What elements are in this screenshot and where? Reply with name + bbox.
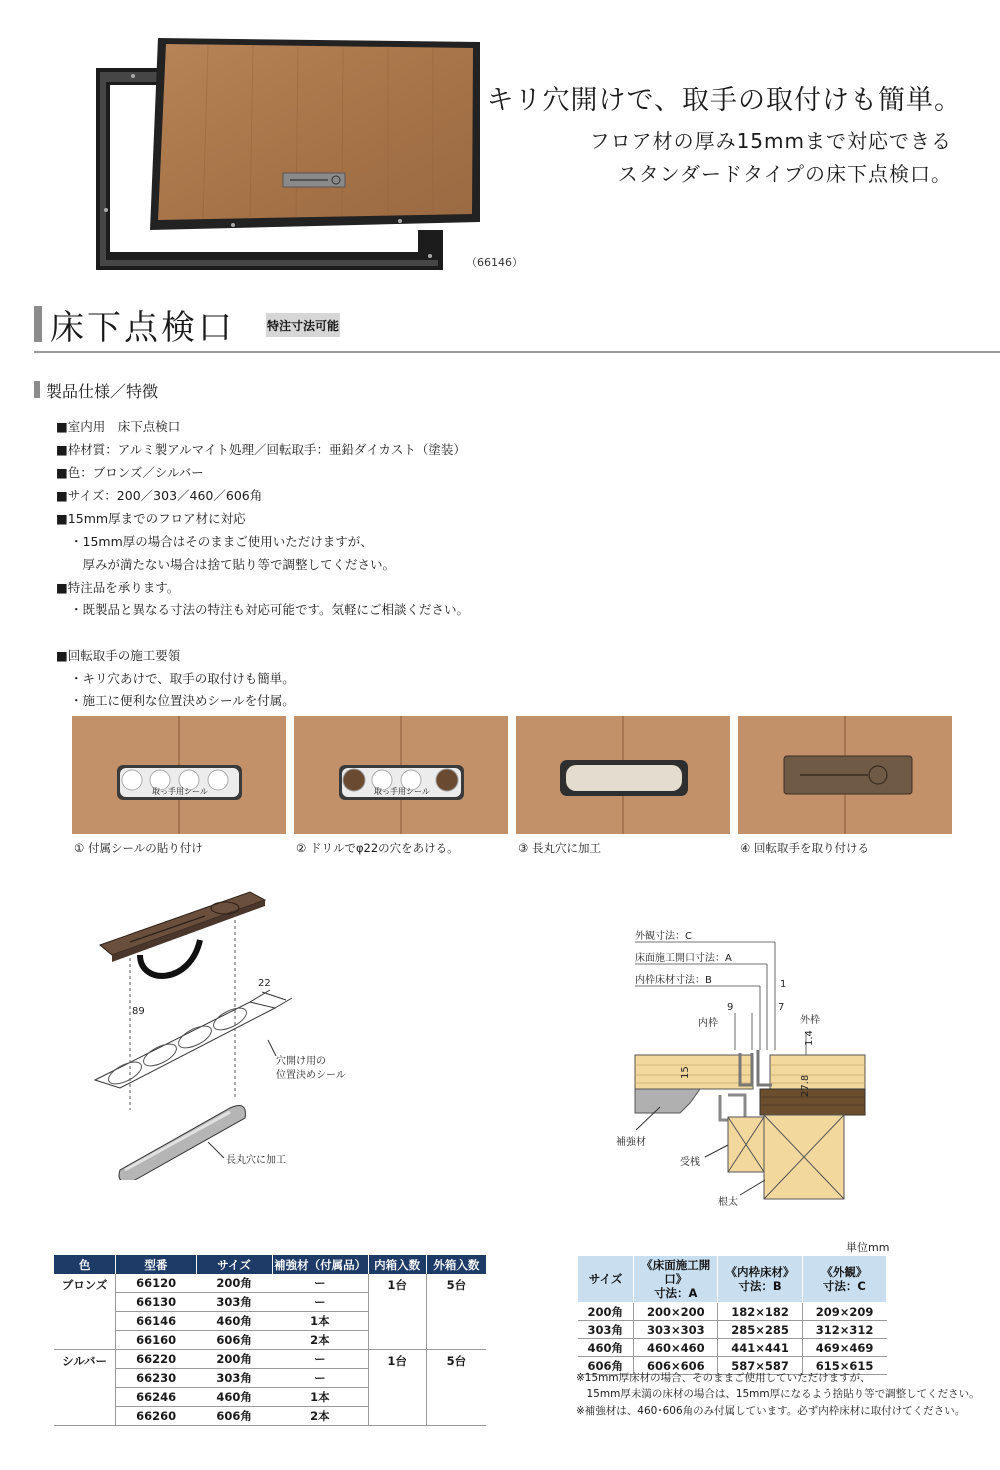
section-title: 製品仕様／特徴 — [46, 382, 159, 401]
col-header: 《外観》 寸法：C — [802, 1256, 886, 1303]
col-header: サイズ — [578, 1256, 634, 1303]
custom-size-badge: 特注寸法可能 — [266, 313, 340, 337]
step-2-caption: ② ドリルでφ22の穴をあける。 — [296, 841, 459, 855]
label-a: 床面施工開口寸法：A — [635, 953, 732, 964]
title-accent-bar — [34, 306, 42, 342]
size-cell: 200角 — [196, 1274, 272, 1293]
step-3-photo — [516, 716, 730, 834]
color-cell: ブロンズ — [54, 1274, 116, 1350]
col-header: 《内枠床材》 寸法：B — [718, 1256, 802, 1303]
dim-a-cell: 606×606 — [634, 1357, 718, 1375]
section-diagram — [600, 925, 890, 1215]
size-cell: 606角 — [578, 1357, 634, 1375]
label-inner-frame: 内枠 — [698, 1018, 718, 1029]
page-title: 床下点検口 — [50, 308, 235, 348]
reinforce-cell: 1本 — [272, 1312, 368, 1331]
spec-line: ■色：ブロンズ／シルバー — [56, 465, 204, 480]
col-header: サイズ — [196, 1255, 272, 1274]
outer-box-cell: 5台 — [426, 1274, 486, 1350]
model-cell: 66130 — [116, 1293, 196, 1312]
size-cell: 606角 — [196, 1331, 272, 1350]
dim-278: 27.8 — [800, 1074, 811, 1097]
outer-box-cell: 5台 — [426, 1350, 486, 1426]
dim-c-cell: 615×615 — [802, 1357, 886, 1375]
size-cell: 606角 — [196, 1407, 272, 1426]
col-header: 外箱入数 — [426, 1255, 486, 1274]
col-header: 型番 — [116, 1255, 196, 1274]
note-line: 15mm厚未満の床材の場合は、15mm厚になるよう捨貼り等で調整してください。 — [576, 1388, 980, 1400]
model-cell: 66220 — [116, 1350, 196, 1369]
reinforce-cell: ー — [272, 1350, 368, 1369]
dim-15: 15 — [680, 1066, 691, 1079]
model-cell: 66120 — [116, 1274, 196, 1293]
spec-line: ■枠材質：アルミ製アルマイト処理／回転取手：亜鉛ダイカスト（塗装） — [56, 442, 466, 457]
color-cell: シルバー — [54, 1350, 116, 1426]
sticker-label: 取っ手用シール — [152, 787, 208, 796]
spec-line: ・既製品と異なる寸法の特注も対応可能です。気軽にご相談ください。 — [70, 602, 470, 617]
model-cell: 66160 — [116, 1331, 196, 1350]
col-header: 色 — [54, 1255, 116, 1274]
table-row — [54, 1350, 486, 1369]
size-cell: 460角 — [196, 1388, 272, 1407]
note-line: ※15mm厚床材の場合、そのままご使用していただけますが、 — [576, 1372, 871, 1384]
label-reinforcement: 補強材 — [616, 1137, 646, 1148]
spec-line: ■サイズ：200／303／460／606角 — [56, 488, 263, 503]
table-row — [578, 1303, 887, 1321]
size-cell: 460角 — [196, 1312, 272, 1331]
label-sticker-2: 位置決めシール — [276, 1070, 346, 1081]
headline: キリ穴開けで、取手の取付けも簡単。 — [486, 85, 962, 116]
model-table — [54, 1255, 486, 1426]
size-cell: 200角 — [578, 1303, 634, 1321]
step-1-photo — [72, 716, 286, 834]
label-joist: 受桟 — [680, 1157, 700, 1168]
reinforce-cell: ー — [272, 1293, 368, 1312]
model-code: （66146） — [466, 256, 523, 269]
section-accent-bar — [34, 381, 40, 398]
subheadline-1: フロア材の厚み15mmまで対応できる — [589, 129, 952, 153]
dim-c-cell: 209×209 — [802, 1303, 886, 1321]
spec-line: ■室内用 床下点検口 — [56, 419, 181, 434]
reinforce-cell: 2本 — [272, 1407, 368, 1426]
spec-line: ■特注品を承ります。 — [56, 580, 180, 595]
dim-a-cell: 200×200 — [634, 1303, 718, 1321]
dim-length: 89 — [132, 1006, 145, 1017]
dim-c-cell: 469×469 — [802, 1339, 886, 1357]
unit-label: 単位mm — [846, 1241, 890, 1254]
col-header: 補強材（付属品） — [272, 1255, 368, 1274]
subheadline-2: スタンダードタイプの床下点検口。 — [617, 162, 952, 186]
inner-box-cell: 1台 — [368, 1274, 426, 1350]
step-2-photo — [294, 716, 508, 834]
label-c: 外観寸法：C — [635, 931, 692, 942]
spec-line: ■15mm厚までのフロア材に対応 — [56, 511, 246, 526]
dim-b-cell: 182×182 — [718, 1303, 802, 1321]
dim-b-cell: 285×285 — [718, 1321, 802, 1339]
reinforce-cell: 2本 — [272, 1331, 368, 1350]
col-header: 内箱入数 — [368, 1255, 426, 1274]
dim-a-cell: 303×303 — [634, 1321, 718, 1339]
note-line: ※補強材は、460･606角のみ付属しています。必ず内枠床材に取付けてください。 — [576, 1405, 966, 1417]
sticker-label: 取っ手用シール — [374, 787, 430, 796]
dim-7: 7 — [778, 1002, 785, 1013]
model-cell: 66146 — [116, 1312, 196, 1331]
label-slot: 長丸穴に加工 — [226, 1155, 286, 1166]
size-cell: 200角 — [196, 1350, 272, 1369]
dim-b-cell: 441×441 — [718, 1339, 802, 1357]
table-row — [578, 1321, 887, 1339]
spec-line: ・施工に便利な位置決めシールを付属。 — [70, 693, 295, 708]
spec-line: 厚みが満たない場合は捨て貼り等で調整してください。 — [70, 557, 396, 572]
step-4-caption: ④ 回転取手を取り付ける — [740, 841, 869, 855]
title-divider — [34, 351, 1000, 353]
product-photo — [88, 30, 488, 275]
label-outer-frame: 外枠 — [800, 1015, 820, 1026]
spec-line: ■回転取手の施工要領 — [56, 648, 181, 663]
reinforce-cell: ー — [272, 1369, 368, 1388]
table-row — [578, 1339, 887, 1357]
dim-a-cell: 460×460 — [634, 1339, 718, 1357]
dim-c-cell: 312×312 — [802, 1321, 886, 1339]
dim-width: 22 — [258, 978, 271, 989]
step-4-photo — [738, 716, 952, 834]
size-cell: 303角 — [578, 1321, 634, 1339]
size-cell: 303角 — [196, 1369, 272, 1388]
size-cell: 303角 — [196, 1293, 272, 1312]
size-cell: 460角 — [578, 1339, 634, 1357]
table-row — [54, 1274, 486, 1293]
step-3-caption: ③ 長丸穴に加工 — [518, 841, 601, 855]
model-cell: 66260 — [116, 1407, 196, 1426]
label-sticker-1: 穴開け用の — [276, 1056, 326, 1067]
spec-line: ・15mm厚の場合はそのままご使用いただけますが、 — [70, 534, 373, 549]
inner-box-cell: 1台 — [368, 1350, 426, 1426]
model-cell: 66246 — [116, 1388, 196, 1407]
dim-14: 1.4 — [804, 1030, 815, 1046]
reinforce-cell: ー — [272, 1274, 368, 1293]
dim-9: 9 — [727, 1002, 734, 1013]
col-header: 《床面施工開口》 寸法：A — [634, 1256, 718, 1303]
dim-b-cell: 587×587 — [718, 1357, 802, 1375]
dimension-table — [577, 1255, 887, 1375]
handle-exploded-diagram — [80, 880, 400, 1180]
label-b: 内枠床材寸法：B — [635, 975, 712, 986]
spec-line: ・キリ穴あけで、取手の取付けも簡単。 — [70, 671, 295, 686]
dim-1: 1 — [780, 979, 787, 990]
model-cell: 66230 — [116, 1369, 196, 1388]
label-beam: 根太 — [718, 1197, 738, 1208]
step-1-caption: ① 付属シールの貼り付け — [74, 841, 203, 855]
reinforce-cell: 1本 — [272, 1388, 368, 1407]
